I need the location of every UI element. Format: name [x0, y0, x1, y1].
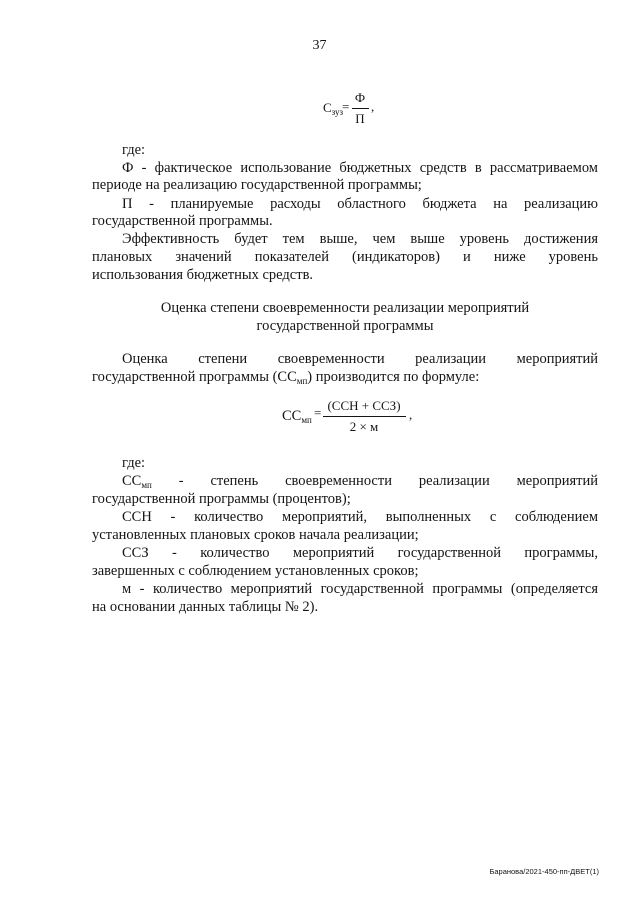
document-footer-id: Баранова/2021-450-пп-ДВЕТ(1)	[489, 867, 599, 876]
definition-ccn-line1: ССН - количество мероприятий, выполненных с соблюдением	[122, 509, 598, 525]
effectiveness-line1: Эффективность будет тем выше, чем выше уровень достижения	[122, 231, 598, 247]
page-number: 37	[312, 38, 327, 53]
intro-line2-sub: мп	[296, 376, 308, 386]
formula1-equals: =	[342, 99, 350, 114]
formula1-lhs-sub: зуз	[331, 107, 344, 117]
formula2-lhs-main: СС	[282, 408, 302, 424]
effectiveness-line2: плановых значений показателей (индикаторов) и ниже уровень	[92, 249, 598, 265]
formula2-equals: =	[314, 405, 322, 420]
definition-ccmp-main: СС	[122, 473, 142, 489]
formula1-denominator: П	[355, 111, 365, 126]
definition-p-line1: П - планируемые расходы областного бюджета на реализацию	[122, 196, 598, 212]
intro-line2	[92, 368, 598, 387]
definition-f-line1: Ф - фактическое использование бюджетных средств в рассматриваемом	[122, 160, 598, 176]
definition-ccmp-line1	[122, 472, 598, 491]
definition-f-line2: периоде на реализацию государственной программы;	[92, 177, 422, 193]
definition-ccz-line2: завершенных с соблюдением установленных сроков;	[92, 563, 419, 579]
definition-ccz-line1: ССЗ - количество мероприятий государственной программы,	[122, 545, 598, 561]
where-label-2: где:	[122, 455, 146, 471]
formula2-fraction-bar	[323, 416, 406, 417]
formula2-numerator: (ССН + ССЗ)	[327, 398, 401, 413]
definition-ccmp-rest: - степень своевременности реализации мероприятий	[151, 473, 598, 489]
definition-m-line2: на основании данных таблицы № 2).	[92, 599, 319, 615]
intro-line2-before: государственной программы (СС	[92, 369, 297, 385]
formula2-lhs-sub: мп	[301, 415, 312, 425]
intro-line1: Оценка степени своевременности реализации мероприятий	[122, 351, 598, 367]
formula2-lhs	[282, 408, 312, 425]
effectiveness-line3: использования бюджетных средств.	[92, 267, 314, 283]
formula1-lhs-main: С	[323, 100, 332, 115]
definition-p-line2: государственной программы.	[92, 213, 273, 229]
formula1-comma: ,	[371, 99, 375, 114]
definition-ccmp-line2: государственной программы (процентов);	[92, 491, 351, 507]
formula1-lhs	[323, 100, 343, 116]
formula2-comma: ,	[409, 407, 413, 422]
where-label-1: где:	[122, 142, 146, 158]
definition-ccmp-sub: мп	[141, 480, 152, 490]
section-heading-line1: Оценка степени своевременности реализации мероприятий	[160, 300, 530, 316]
section-heading-line2: государственной программы	[256, 318, 434, 334]
formula1-fraction-bar	[352, 108, 369, 109]
intro-line2-after: ) производится по формуле:	[307, 369, 480, 385]
definition-m-line1: м - количество мероприятий государственной программы (определяется	[122, 581, 598, 597]
formula2-denominator: 2 × м	[349, 419, 379, 434]
formula1-numerator: Ф	[354, 90, 366, 105]
definition-ccn-line2: установленных плановых сроков начала реализации;	[92, 527, 419, 543]
